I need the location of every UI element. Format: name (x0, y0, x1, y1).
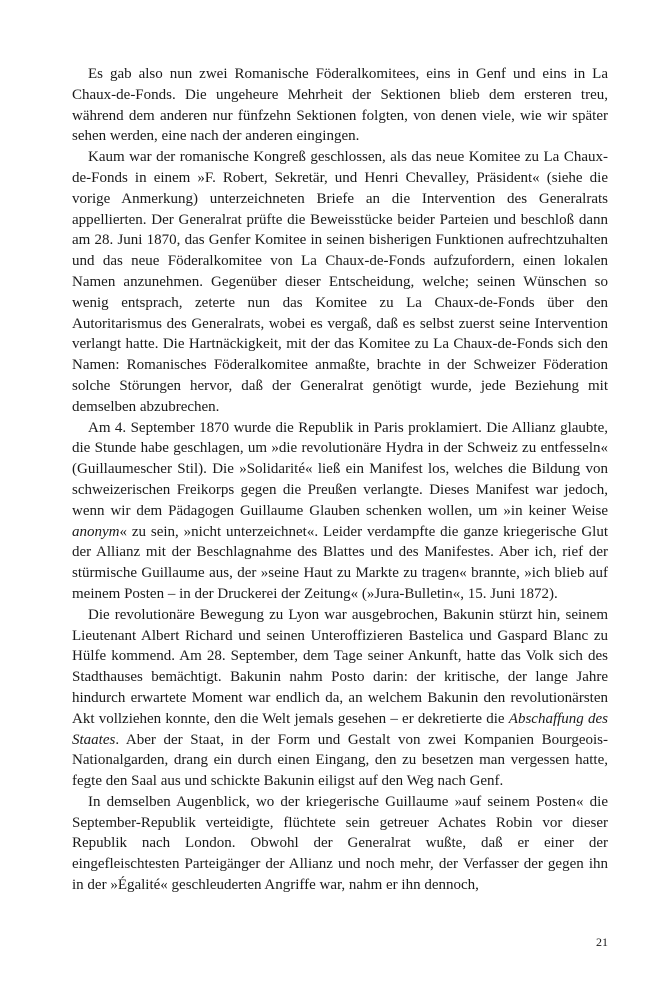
body-text (72, 64, 608, 896)
paragraph-5 (72, 792, 608, 896)
paragraph-3-text-b: « zu sein, »nicht unterzeichnet«. Leider verdampfte die ganze kriegerische Glut der Allianz mit der Beschlagnahme des Blattes und des Manifestes. Aber ich, rief der stürmische Guillaume aus, der »seine Haut zu Markte zu tragen« brannte, »ich blieb auf meinem Posten – in der Druckerei der Zeitung« (»Jura-Bulletin«, 15. Juni 1872). (72, 523, 608, 602)
paragraph-5-text: In demselben Augenblick, wo der kriegerische Guillaume »auf seinem Posten« die September-Republik verteidigte, flüchtete sein getreuer Achates Robin vor dieser Republik nach London. Obwohl der Generalrat wußte, daß er einer der eingefleischtesten Parteigänger der Allianz und noch mehr, der Verfasser der gegen ihn in der »Égalité« geschleuderten Angriffe war, nahm er ihn dennoch, (72, 793, 608, 894)
paragraph-4-emphasis: Abschaffung des Staates (72, 710, 608, 748)
paragraph-4-text-a: Die revolutionäre Bewegung zu Lyon war ausgebrochen, Bakunin stürzt hin, seinem Lieutenant Albert Richard und seinen Unteroffizieren Bastelica und Gaspard Blanc zu Hülfe kommend. Am 28. September, dem Tage seiner Ankunft, hatte das Volk sich des Stadthauses bemächtigt. Bakunin nahm Posto darin: der kritische, der lange Jahre hindurch erwartete Moment war endlich da, an welchem Bakunin den revolutionärsten Akt vollziehen konnte, den die Welt jemals gesehen – er dekretierte die (72, 606, 608, 727)
paragraph-4-text-b: . Aber der Staat, in der Form und Gestalt von zwei Kompanien Bourgeois-Nationalgarden, drang ein durch einen Eingang, den zu besetzen man vergessen hatte, fegte den Saal aus und schickte Bakunin eiligst auf den Weg nach Genf. (72, 731, 608, 790)
paragraph-4 (72, 605, 608, 792)
paragraph-2 (72, 147, 608, 417)
paragraph-1 (72, 64, 608, 147)
paragraph-3 (72, 418, 608, 605)
paragraph-3-emphasis: anonym (72, 523, 120, 540)
paragraph-3-text-a: Am 4. September 1870 wurde die Republik in Paris proklamiert. Die Allianz glaubte, die Stunde habe geschlagen, um »die revolutionäre Hydra in der Schweiz zu entfesseln« (Guillaumescher Stil). Die »Solidarité« ließ ein Manifest los, welches die Bildung von schweizerischen Freikorps gegen die Preußen verlangte. Dieses Manifest war jedoch, wenn wir dem Pädagogen Guillaume Glauben schenken wollen, um »in keiner Weise (72, 419, 608, 519)
paragraph-2-text: Kaum war der romanische Kongreß geschlossen, als das neue Komitee zu La Chaux-de-Fonds in einem »F. Robert, Sekretär, und Henri Chevalley, Präsident« (siehe die vorige Anmerkung) unterzeichneten Briefe an die Intervention des Generalrats appellierten. Der Generalrat prüfte die Beweisstücke beider Parteien und beschloß dann am 28. Juni 1870, das Genfer Komitee in seinen bisherigen Funktionen aufrechtzuhalten und das neue Föderalkomitee von La Chaux-de-Fonds aufzufordern, einen lokalen Namen anzunehmen. Gegenüber dieser Entscheidung, welche; seinen Wünschen so wenig entsprach, zeterte nun das Komitee zu La Chaux-de-Fonds über den Autoritarismus des Generalrats, wobei es vergaß, daß es selbst zuerst seine Intervention verlangt hatte. Die Hartnäckigkeit, mit der das Komitee zu La Chaux-de-Fonds sich den Namen: Romanisches Föderalkomitee anmaßte, brachte in der Schweizer Föderation solche Störungen hervor, daß der Generalrat genötigt wurde, jede Beziehung mit demselben abzubrechen. (72, 149, 608, 415)
paragraph-1-text: Es gab also nun zwei Romanische Föderalkomitees, eins in Genf und eins in La Chaux-de-Fonds. Die ungeheure Mehrheit der Sektionen blieb dem ersteren treu, während dem anderen nur fünfzehn Sektionen folgten, von denen viele, wie wir später sehen werden, eine nach der anderen eingingen. (72, 66, 608, 145)
page-number: 21 (596, 935, 608, 949)
